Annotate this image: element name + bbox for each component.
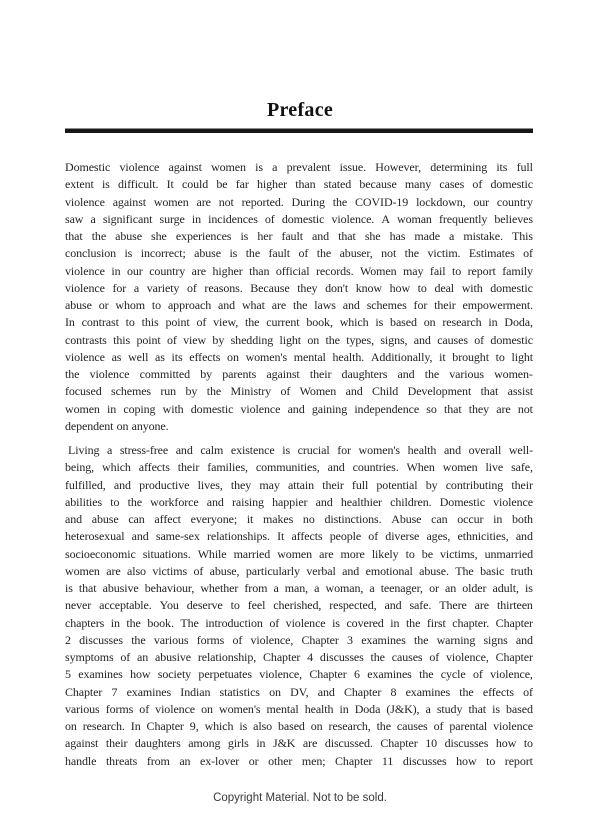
text-line: fulfilled, and productive lives, they may attain their full potential by contributing their [65, 477, 533, 492]
text-line: violence against women are not reported. During the COVID-19 lockdown, our country [65, 194, 533, 209]
text-line: extent is difficult. It could be far higher than stated because many cases of domestic [65, 177, 533, 192]
text-line: violence as well as its effects on women's mental health. Additionally, it brought to light [65, 349, 533, 364]
text-line: being, which affects their families, communities, and countries. When women live safe, [65, 460, 533, 475]
text-line: Living a stress-free and calm existence is crucial for women's health and overall well- [68, 443, 533, 457]
text-line: socioeconomic situations. While married women are more likely to be victims, unmarried [65, 546, 533, 561]
copyright-notice: Copyright Material. Not to be sold. [213, 792, 387, 804]
text-line: 5 examines how society perpetuates violence, Chapter 6 examines the cycle of violence, [65, 667, 533, 682]
paragraph [65, 159, 533, 435]
paragraph [65, 442, 533, 770]
text-line: Domestic violence against women is a prevalent issue. However, determining its full [65, 160, 533, 174]
text-line: violence in our country are higher than official records. Women may fail to report family [65, 263, 533, 278]
text-line: conclusion is incorrect; abuse is the fault of the abuser, not the victim. Estimates of [65, 246, 533, 261]
text-line: focused schemes run by the Ministry of Women and Child Development that assist [65, 384, 533, 399]
text-line: dependent on anyone. [65, 418, 169, 433]
text-line: chapters in the book. The introduction of violence is covered in the first chapter. Chapter [65, 615, 533, 630]
text-line: that the abuse she experiences is her fault and that she has made a mistake. This [65, 229, 533, 243]
text-line: never acceptable. You deserve to feel cherished, respected, and safe. There are thirteen [65, 598, 533, 613]
body-text [65, 159, 533, 777]
text-line: violence for a variety of reasons. Because they don't know how to deal with domestic [65, 280, 533, 295]
text-line: is that abusive behaviour, whether from a man, a woman, a teenager, or an older adult, is [65, 581, 533, 595]
text-line: abuse or whom to approach and what are the laws and schemes for their empowerment. [65, 298, 533, 312]
text-line: In contrast to this point of view, the current book, which is based on research in Doda, [65, 315, 533, 330]
text-line: various forms of violence on women's mental health in Doda (J&K), a study that is based [65, 701, 533, 716]
title-rule [65, 128, 533, 133]
text-line: abilities to the workforce and raising happier and healthier children. Domestic violence [65, 494, 533, 509]
text-line: women are also victims of abuse, particularly verbal and emotional abuse. The basic truth [65, 563, 533, 578]
text-line: handle threats from an ex-lover or other men; Chapter 11 discusses how to report [65, 753, 533, 768]
text-line: symptoms of an abusive relationship, Chapter 4 discusses the causes of violence, Chapter [65, 650, 533, 664]
text-line: 2 discusses the various forms of violence, Chapter 3 examines the warning signs and [65, 632, 533, 647]
text-line: saw a significant surge in incidences of domestic violence. A woman frequently believes [65, 211, 533, 226]
text-line: on research. In Chapter 9, which is also based on research, the causes of parental violence [65, 719, 533, 733]
text-line: Chapter 7 examines Indian statistics on DV, and Chapter 8 examines the effects of [65, 684, 533, 699]
text-line: contrasts this point of view by shedding light on the types, signs, and causes of domestic [65, 332, 533, 347]
text-line: women in coping with domestic violence and gaining independence so that they are not [65, 401, 533, 416]
text-line: against their daughters among girls in J&K are discussed. Chapter 10 discusses how to [65, 736, 533, 751]
text-line: the violence committed by parents against their daughters and the various women- [65, 367, 533, 381]
page-title: Preface [266, 99, 334, 121]
text-line: and abuse can affect everyone; it makes no distinctions. Abuse can occur in both [65, 512, 533, 526]
text-line: heterosexual and same-sex relationships. It affects people of diverse ages, ethnicities, and [65, 529, 533, 544]
